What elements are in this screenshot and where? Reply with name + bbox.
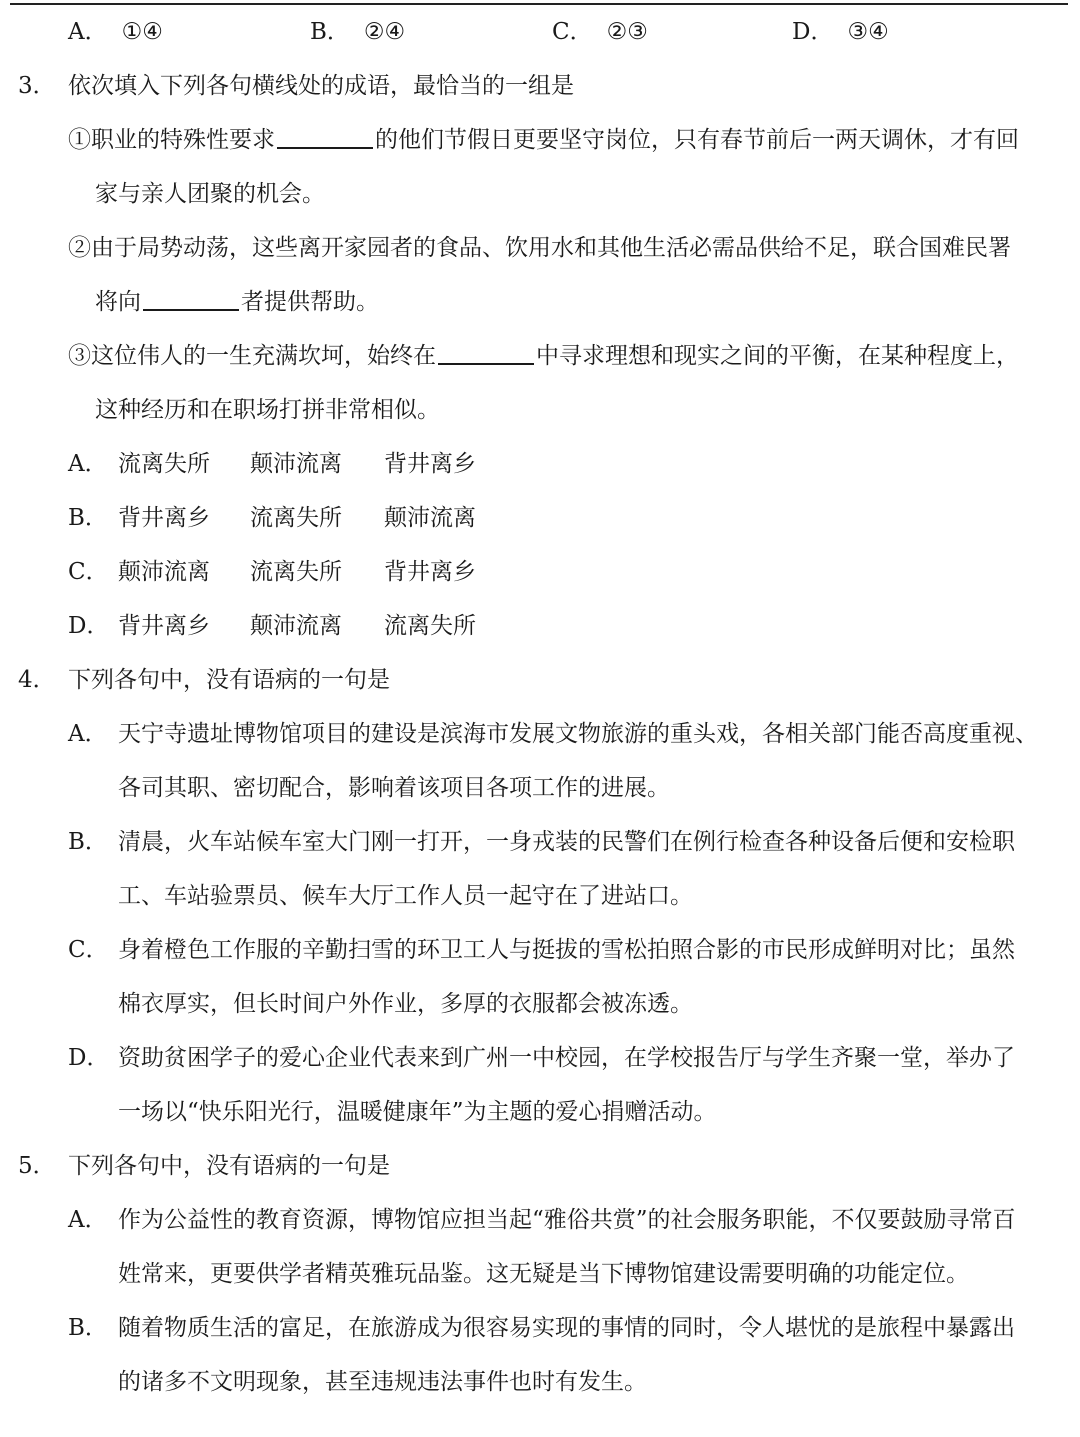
q3-stem: 依次填入下列各句横线处的成语，最恰当的一组是 [68, 73, 574, 99]
option-value: ②③ [606, 19, 648, 45]
q3-option-a-idiom-2: 颠沛流离 [250, 451, 342, 477]
q5-option-b-line-2: 的诸多不文明现象，甚至违规违法事件也时有发生。 [118, 1369, 647, 1395]
q5-stem: 下列各句中，没有语病的一句是 [68, 1153, 390, 1179]
q2-option-d [792, 17, 889, 47]
q3-option-b-idiom-2: 流离失所 [250, 505, 342, 531]
q4-option-d-letter: D． [68, 1045, 110, 1071]
q3-option-a-idiom-3: 背井离乡 [384, 451, 476, 477]
q3-option-d-idiom-2: 颠沛流离 [250, 613, 342, 639]
q5-number: 5． [18, 1153, 56, 1179]
q3-option-a-letter: A． [68, 451, 108, 477]
q3-option-b-idiom-1: 背井离乡 [118, 505, 210, 531]
q4-option-b-letter: B． [68, 829, 108, 855]
top-rule [10, 3, 1068, 5]
q3-sentence-1: ①职业的特殊性要求 的他们节假日更要坚守岗位，只有春节前后一两天调休，才有回 [68, 127, 1019, 153]
q5-option-a-line-1: 作为公益性的教育资源，博物馆应担当起“雅俗共赏”的社会服务职能，不仅要鼓励寻常百 [118, 1207, 1016, 1233]
q3-option-b-letter: B． [68, 505, 108, 531]
q3-sentence-2-cont: 将向 者提供帮助。 [95, 289, 379, 315]
q4-option-c-line-1: 身着橙色工作服的辛勤扫雪的环卫工人与挺拔的雪松拍照合影的市民形成鲜明对比；虽然 [118, 937, 1015, 963]
q3-option-c-idiom-2: 流离失所 [250, 559, 342, 585]
q5-option-b-letter: B． [68, 1315, 108, 1341]
q4-stem: 下列各句中，没有语病的一句是 [68, 667, 390, 693]
q3-option-a-idiom-1: 流离失所 [118, 451, 210, 477]
fill-blank-1 [277, 127, 373, 149]
q5-option-a-line-2: 姓常来，更要供学者精英雅玩品鉴。这无疑是当下博物馆建设需要明确的功能定位。 [118, 1261, 969, 1287]
q3-option-c-idiom-1: 颠沛流离 [118, 559, 210, 585]
q3-sentence-2: ②由于局势动荡，这些离开家园者的食品、饮用水和其他生活必需品供给不足，联合国难民署 [68, 235, 1011, 261]
option-letter: D． [792, 19, 834, 45]
fill-blank-2 [143, 289, 239, 311]
option-value: ①④ [121, 19, 163, 45]
q3-option-c-idiom-3: 背井离乡 [384, 559, 476, 585]
q4-option-b-line-2: 工、车站验票员、候车大厅工作人员一起守在了进站口。 [118, 883, 693, 909]
q4-option-c-line-2: 棉衣厚实，但长时间户外作业，多厚的衣服都会被冻透。 [118, 991, 693, 1017]
q4-option-d-line-1: 资助贫困学子的爱心企业代表来到广州一中校园，在学校报告厅与学生齐聚一堂，举办了 [118, 1045, 1015, 1071]
q3-option-d-letter: D． [68, 613, 110, 639]
q3-sentence-3-cont: 这种经历和在职场打拼非常相似。 [95, 397, 440, 423]
option-value: ②④ [363, 19, 406, 45]
q2-option-c [552, 17, 648, 47]
q4-option-c-letter: C． [68, 937, 109, 963]
option-letter: C． [552, 19, 593, 45]
q2-option-b [310, 17, 405, 47]
q3-option-d-idiom-1: 背井离乡 [118, 613, 210, 639]
option-letter: B． [310, 19, 350, 45]
q4-option-a-line-2: 各司其职、密切配合，影响着该项目各项工作的进展。 [118, 775, 670, 801]
q4-option-d-line-2: 一场以“快乐阳光行，温暖健康年”为主题的爱心捐赠活动。 [118, 1099, 717, 1125]
q4-option-a-line-1: 天宁寺遗址博物馆项目的建设是滨海市发展文物旅游的重头戏，各相关部门能否高度重视、 [118, 721, 1038, 747]
q2-option-a [68, 17, 163, 47]
q3-option-d-idiom-3: 流离失所 [384, 613, 476, 639]
q5-option-a-letter: A． [68, 1207, 108, 1233]
q3-number: 3． [18, 73, 56, 99]
q3-option-c-letter: C． [68, 559, 109, 585]
q5-option-b-line-1: 随着物质生活的富足，在旅游成为很容易实现的事情的同时，令人堪忧的是旅程中暴露出 [118, 1315, 1015, 1341]
q3-option-b-idiom-3: 颠沛流离 [384, 505, 476, 531]
q3-sentence-1-cont: 家与亲人团聚的机会。 [95, 181, 325, 207]
q4-option-b-line-1: 清晨，火车站候车室大门刚一打开，一身戎装的民警们在例行检查各种设备后便和安检职 [118, 829, 1015, 855]
fill-blank-3 [438, 343, 534, 365]
option-letter: A． [68, 19, 108, 45]
q3-sentence-3: ③这位伟人的一生充满坎坷，始终在 中寻求理想和现实之间的平衡，在某种程度上， [68, 343, 1019, 369]
q4-option-a-letter: A． [68, 721, 108, 747]
q4-number: 4． [18, 667, 56, 693]
option-value: ③④ [847, 19, 889, 45]
